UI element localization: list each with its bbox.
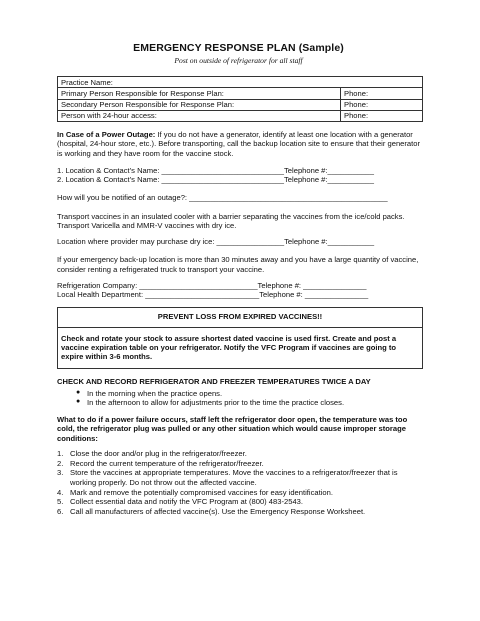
contact-phone-cell: Phone: — [341, 99, 423, 110]
list-item — [57, 398, 420, 407]
table-row — [58, 99, 423, 110]
step-number: 1. — [57, 448, 64, 458]
contact-phone-cell: Phone: — [341, 110, 423, 121]
power-outage-text: If you do not have a generator, identify at least one location with a generator (hospital, 24-hour store, etc.). Before transporting, call the backup location site to ensure that their generator is working and they have room for the vaccine stock. — [57, 130, 421, 158]
contact-label-cell: Secondary Person Responsible for Response Plan: — [58, 99, 341, 110]
page-subtitle: Post on outside of refrigerator for all staff — [174, 55, 303, 65]
contacts-table — [57, 76, 423, 122]
list-item — [57, 459, 420, 468]
step-number: 3. — [57, 468, 64, 478]
page-title: EMERGENCY RESPONSE PLAN (Sample) — [133, 42, 344, 54]
backup-paragraph: If your emergency back-up location is more than 30 minutes away and you have a large quantity of vaccine, consider renting a refrigerated truck to transport your vaccine. — [57, 255, 419, 274]
step-text: Mark and remove the potentially compromised vaccines for easy identification. — [70, 487, 333, 497]
notification-line: How will you be notified of an outage?: _______________________________________________ — [57, 193, 388, 203]
table-row — [58, 77, 423, 88]
step-number: 5. — [57, 497, 64, 507]
power-outage-paragraph — [57, 130, 420, 158]
dry-ice-line: Location where provider may purchase dry ice: ________________Telephone #:___________ — [57, 237, 375, 247]
health-department-line: Local Health Department: ___________________________Telephone #: _______________ — [57, 290, 369, 300]
locations-list — [57, 166, 420, 185]
list-item — [57, 449, 420, 458]
temperatures-list — [57, 389, 420, 408]
step-number: 2. — [57, 458, 64, 468]
failure-heading: What to do if a power failure occurs, staff left the refrigerator door open, the temperature was too cold, the refrigerator plug was pulled or any other situation which would cause improper storage conditions: — [57, 415, 408, 443]
transport-paragraph: Transport vaccines in an insulated cooler with a barrier separating the vaccines from the ice/cold packs. Transport Varicella and MMR-V vaccines with dry ice. — [57, 211, 405, 230]
step-number: 4. — [57, 487, 64, 497]
practice-name-cell: Practice Name: — [58, 77, 423, 88]
list-item — [57, 497, 420, 506]
prevent-loss-body: Check and rotate your stock to assure shortest dated vaccine is used first. Create and post a vaccine expiration table on your refrigerator. Notify the VFC Program if vaccines are going to expire within 3-6 months. — [61, 333, 397, 362]
contact-label-cell: Person with 24-hour access: — [58, 110, 341, 121]
step-text: Close the door and/or plug in the refrigerator/freezer. — [70, 448, 247, 458]
contacts-lines — [57, 281, 420, 300]
bullet-icon: ● — [76, 397, 81, 405]
power-outage-heading: In Case of a Power Outage: — [57, 130, 156, 140]
temperatures-heading: CHECK AND RECORD REFRIGERATOR AND FREEZER TEMPERATURES TWICE A DAY — [57, 377, 371, 387]
list-item — [57, 488, 420, 497]
step-text: Store the vaccines at appropriate temperatures. Move the vaccines to a refrigerator/freezer that is working properly. Do not throw out the affected vaccine. — [70, 468, 398, 487]
contact-phone-cell: Phone: — [341, 88, 423, 99]
prevent-loss-heading: PREVENT LOSS FROM EXPIRED VACCINES!! — [58, 308, 422, 327]
table-row — [58, 110, 423, 121]
list-item — [57, 507, 420, 516]
location-line: 2. Location & Contact’s Name: _____________________________Telephone #:___________ — [57, 175, 374, 185]
step-text: Record the current temperature of the refrigerator/freezer. — [70, 458, 264, 468]
step-text: Collect essential data and notify the VFC Program at (800) 483-2543. — [70, 497, 304, 507]
refrigeration-company-line: Refrigeration Company: ____________________________Telephone #: _______________ — [57, 280, 367, 290]
list-item-text: In the afternoon to allow for adjustments prior to the time the practice closes. — [87, 397, 345, 407]
failure-steps-list — [57, 449, 420, 517]
list-item-text: In the morning when the practice opens. — [87, 388, 223, 398]
list-item — [57, 389, 420, 398]
step-number: 6. — [57, 507, 64, 517]
list-item — [57, 468, 420, 487]
location-line: 1. Location & Contact’s Name: _____________________________Telephone #:___________ — [57, 165, 374, 175]
contact-label-cell: Primary Person Responsible for Response Plan: — [58, 88, 341, 99]
step-text: Call all manufacturers of affected vaccine(s). Use the Emergency Response Worksheet. — [70, 507, 366, 517]
table-row — [58, 88, 423, 99]
prevent-loss-box — [57, 307, 423, 369]
bullet-icon: ● — [76, 388, 81, 396]
